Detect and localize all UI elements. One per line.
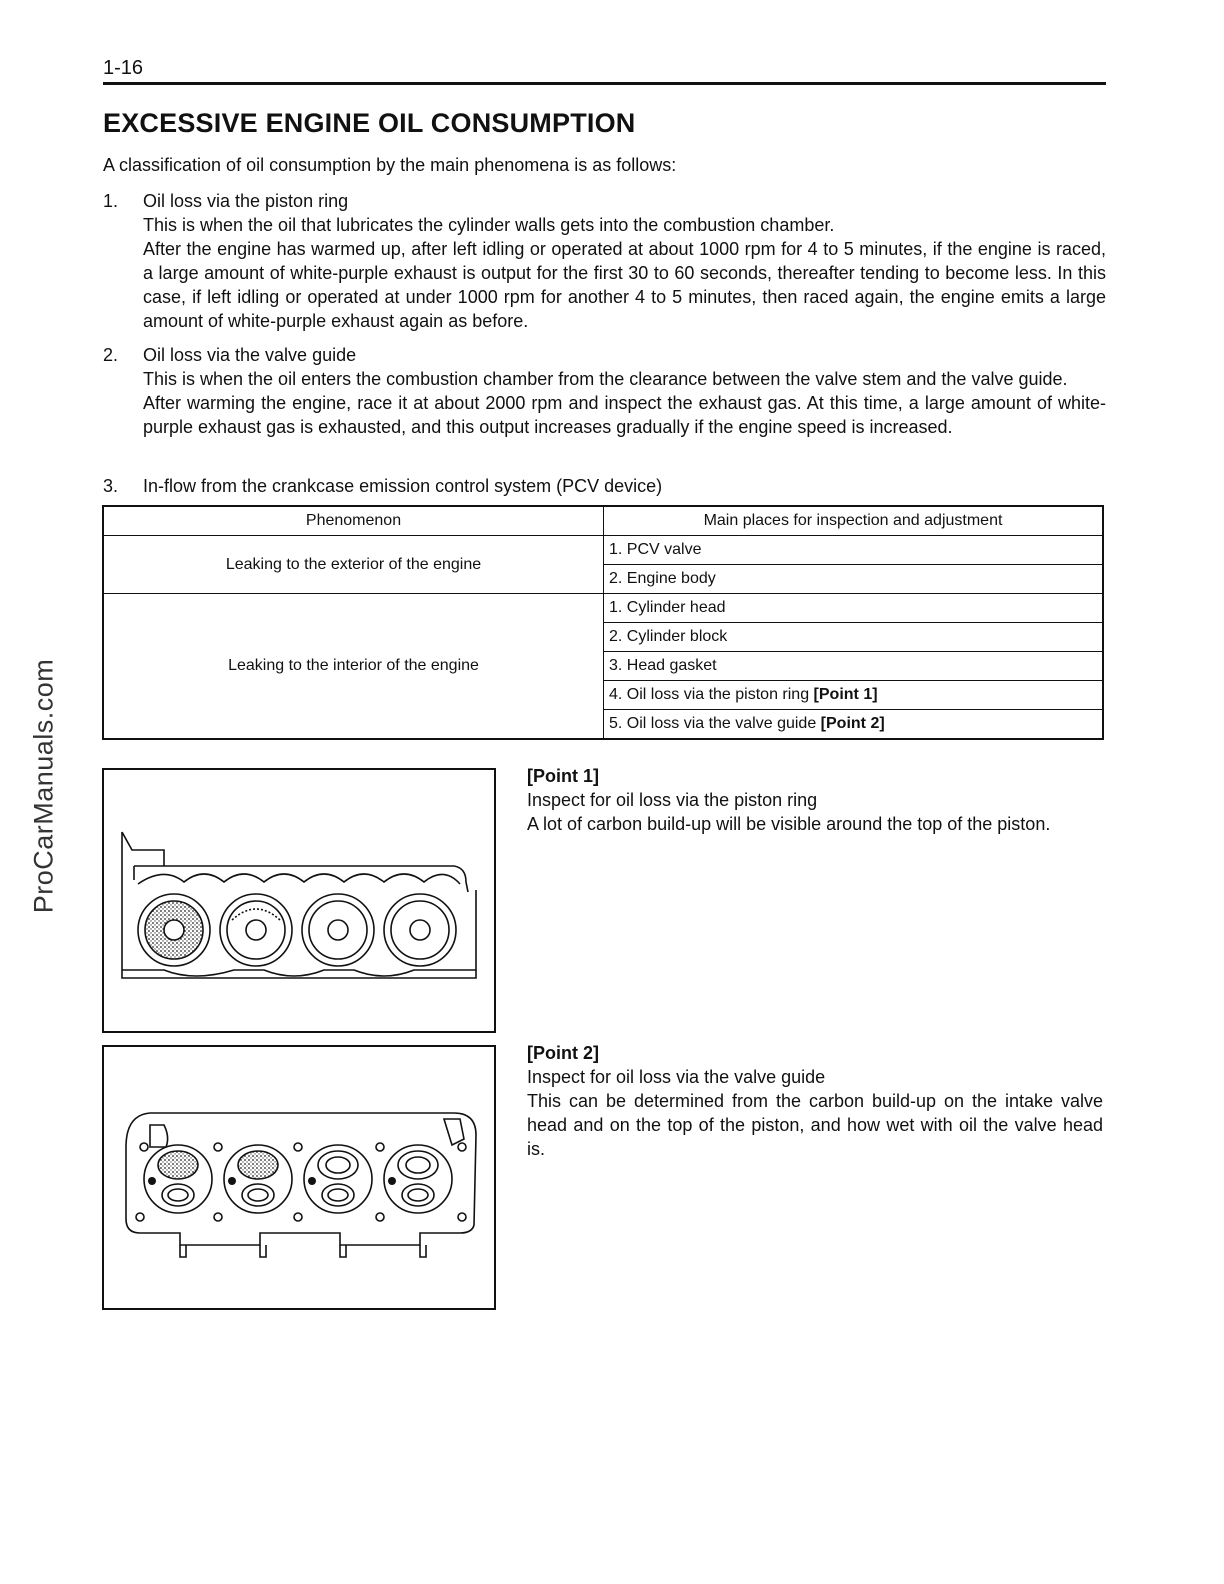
list-number: 1. (103, 191, 119, 211)
table-header-row (103, 506, 1103, 536)
place-cell: 4. Oil loss via the piston ring [Point 1] (604, 681, 1104, 710)
point-text: This can be determined from the carbon build-up on the intake valve head and on the top of the piston, and how wet with oil the valve head is. (527, 1091, 1103, 1159)
point-label: [Point 1] (527, 766, 599, 786)
list-number: 3. (103, 476, 119, 496)
place-cell: 3. Head gasket (604, 652, 1104, 681)
list-line: After warming the engine, race it at about 2000 rpm and inspect the exhaust gas. At this time, a large amount of white-purple exhaust gas is exhausted, and this output increases gradually if the engine speed is increased. (143, 393, 1106, 437)
piston-tops-drawing (104, 770, 494, 1031)
list-heading: Oil loss via the piston ring (143, 191, 349, 211)
list-item-2 (103, 343, 1106, 439)
cylinder-head-valves-illustration (102, 1045, 496, 1310)
intro-text: A classification of oil consumption by the main phenomena is as follows: (103, 155, 677, 175)
place-cell: 1. Cylinder head (604, 594, 1104, 623)
list-line: After the engine has warmed up, after left idling or operated at about 1000 rpm for 4 to 5 minutes, if the engine is raced, a large amount of white-purple exhaust is output for the first 30 to 60 seconds, thereafter tending to become less. In this case, if left idling or operated at under 1000 rpm for another 4 to 5 minutes, then raced again, the engine emits a large amount of white-purple exhaust again as before. (143, 239, 1106, 331)
place-cell: 2. Engine body (604, 565, 1104, 594)
point-label: [Point 2] (527, 1043, 599, 1063)
header-rule (103, 82, 1106, 85)
watermark: ProCarManuals.com (28, 658, 59, 914)
list-heading: In-flow from the crankcase emission control system (PCV device) (143, 476, 663, 496)
list-item-3 (103, 474, 1106, 498)
point-reference: [Point 2] (820, 715, 885, 732)
page-title: EXCESSIVE ENGINE OIL CONSUMPTION (103, 108, 636, 138)
place-cell: 1. PCV valve (604, 536, 1104, 565)
point-subtitle: Inspect for oil loss via the valve guide (527, 1067, 826, 1087)
table-row (103, 594, 1103, 623)
column-header-phenomenon: Phenomenon (103, 506, 604, 536)
list-number: 2. (103, 345, 119, 365)
phenomenon-cell: Leaking to the exterior of the engine (103, 536, 604, 594)
column-header-places: Main places for inspection and adjustment (604, 506, 1104, 536)
piston-tops-illustration (102, 768, 496, 1033)
point-subtitle: Inspect for oil loss via the piston ring (527, 790, 818, 810)
phenomenon-cell: Leaking to the interior of the engine (103, 594, 604, 740)
point-2-section (527, 1041, 1103, 1161)
point-text: A lot of carbon build-up will be visible around the top of the piston. (527, 814, 1051, 834)
table-row (103, 536, 1103, 565)
page-number: 1-16 (103, 57, 144, 79)
point-1-section (527, 764, 1103, 836)
list-line: This is when the oil enters the combustion chamber from the clearance between the valve stem and the valve guide. (143, 369, 1068, 389)
place-cell: 5. Oil loss via the valve guide [Point 2] (604, 710, 1104, 740)
list-item-1 (103, 189, 1106, 333)
place-cell: 2. Cylinder block (604, 623, 1104, 652)
list-heading: Oil loss via the valve guide (143, 345, 357, 365)
cylinder-head-drawing (104, 1047, 494, 1308)
point-reference: [Point 1] (813, 686, 878, 703)
inspection-table (102, 505, 1104, 740)
list-line: This is when the oil that lubricates the cylinder walls gets into the combustion chamber. (143, 215, 835, 235)
